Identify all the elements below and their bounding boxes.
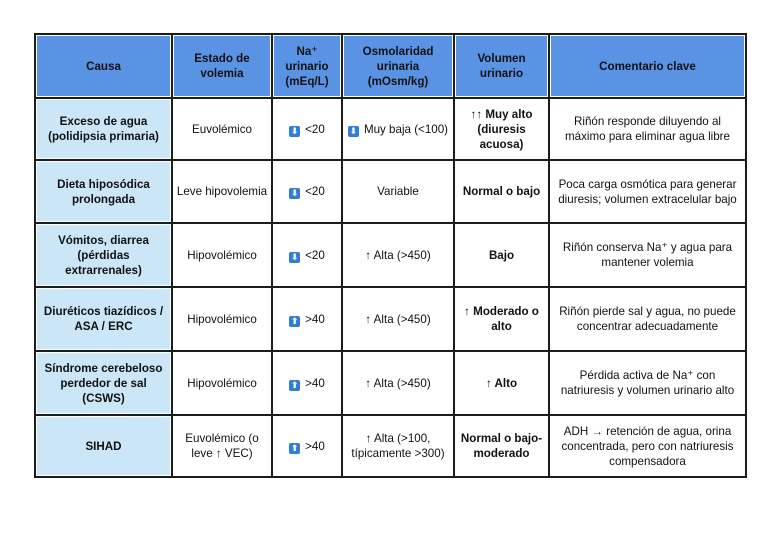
header-osm: Osmolaridad urinaria (mOsm/kg)	[343, 35, 455, 99]
cell-causa-text: Vómitos, diarrea (pérdidas extrarrenales)	[58, 233, 149, 277]
cell-estado	[173, 161, 273, 224]
cell-vol-text: Normal o bajo	[462, 185, 541, 198]
cell-osm-text: Variable	[377, 185, 419, 198]
down-arrow-icon: ⬇	[290, 125, 299, 136]
cell-na	[273, 224, 343, 288]
cell-vol	[455, 352, 550, 416]
cell-estado-text: Hipovolémico	[187, 248, 257, 262]
cell-causa	[36, 288, 173, 352]
cell-com	[550, 288, 747, 352]
cell-causa	[36, 416, 173, 478]
header-com: Comentario clave	[550, 35, 747, 99]
cell-causa-text: Dieta hiposódica prolongada	[57, 177, 150, 206]
cell-na	[273, 288, 343, 352]
header-vol: Volumen urinario	[455, 35, 550, 99]
cell-estado-text: Euvolémico	[192, 122, 252, 136]
down-arrow-icon: ⬇	[349, 125, 358, 136]
cell-osm	[343, 161, 455, 224]
header-row	[36, 35, 747, 99]
cell-na-text: >40	[305, 376, 325, 390]
table-row	[36, 224, 747, 288]
cell-vol-text: Bajo	[488, 248, 515, 262]
cell-osm	[343, 224, 455, 288]
cell-com-text: Riñón pierde sal y agua, no puede concentrar adecuadamente	[559, 305, 736, 333]
cell-osm	[343, 99, 455, 161]
cell-com-text: Riñón conserva Na⁺ y agua para mantener volemia	[562, 241, 733, 269]
cell-vol-text: ↑ Alto	[485, 376, 518, 390]
down-arrow-icon: ⬇	[290, 251, 299, 262]
up-arrow-icon: ⬆	[290, 442, 299, 453]
cell-com	[550, 99, 747, 161]
cell-osm	[343, 288, 455, 352]
cell-estado-text: Hipovolémico	[187, 376, 257, 390]
cell-na-text: <20	[305, 248, 325, 262]
cell-causa-text: Diuréticos tiazídicos / ASA / ERC	[43, 305, 164, 333]
header-estado: Estado de volemia	[173, 35, 273, 99]
cell-osm-text: ↑ Alta (>450)	[365, 312, 431, 326]
cell-vol	[455, 224, 550, 288]
cell-na	[273, 416, 343, 478]
cell-vol-text: ↑ Moderado o alto	[464, 305, 539, 333]
table-row	[36, 99, 747, 161]
cell-vol	[455, 288, 550, 352]
cell-vol-text: Normal o bajo-moderado	[460, 432, 543, 460]
cell-na-text: <20	[305, 185, 325, 198]
cell-vol	[455, 99, 550, 161]
cell-estado-text: Leve hipovolemia	[176, 185, 268, 198]
header-causa: Causa	[36, 35, 173, 99]
cell-com	[550, 161, 747, 224]
up-arrow-icon: ⬆	[290, 315, 299, 326]
cell-com	[550, 224, 747, 288]
cell-causa	[36, 352, 173, 416]
cell-com-text: Poca carga osmótica para generar diuresis; volumen extracelular bajo	[558, 177, 737, 206]
cell-causa	[36, 99, 173, 161]
cell-vol-text: ↑↑ Muy alto (diuresis acuosa)	[470, 107, 533, 151]
cell-osm	[343, 352, 455, 416]
cell-estado-text: Hipovolémico	[187, 312, 257, 326]
cell-estado	[173, 352, 273, 416]
header-na: Na⁺ urinario (mEq/L)	[273, 35, 343, 99]
up-arrow-icon: ⬆	[290, 379, 299, 390]
cell-na-text: <20	[305, 122, 325, 136]
cell-causa	[36, 224, 173, 288]
cell-estado	[173, 99, 273, 161]
hyponatremia-causes-table	[34, 33, 747, 478]
cell-na	[273, 161, 343, 224]
cell-na	[273, 352, 343, 416]
table-row	[36, 161, 747, 224]
cell-causa-text: Síndrome cerebeloso perdedor de sal (CSWS)	[44, 361, 163, 405]
cell-com-text: Riñón responde diluyendo al máximo para eliminar agua libre	[565, 115, 730, 143]
cell-na-text: >40	[305, 439, 325, 453]
cell-com	[550, 416, 747, 478]
cell-vol	[455, 161, 550, 224]
table-container	[34, 33, 747, 478]
cell-vol	[455, 416, 550, 478]
cell-osm-text: ↑ Alta (>450)	[365, 248, 431, 262]
down-arrow-icon: ⬇	[290, 188, 299, 198]
cell-com-text: ADH → retención de agua, orina concentrada, pero con natriuresis compensadora	[561, 424, 734, 468]
cell-com	[550, 352, 747, 416]
table-row	[36, 416, 747, 478]
cell-causa	[36, 161, 173, 224]
cell-com-text: Pérdida activa de Na⁺ con natriuresis y volumen urinario alto	[560, 369, 735, 397]
cell-osm	[343, 416, 455, 478]
cell-na-text: >40	[305, 312, 325, 326]
cell-osm-text: Muy baja (<100)	[363, 122, 449, 136]
cell-osm-text: ↑ Alta (>450)	[365, 376, 431, 390]
cell-estado	[173, 288, 273, 352]
cell-causa-text: Exceso de agua (polidipsia primaria)	[48, 115, 159, 143]
cell-estado	[173, 224, 273, 288]
table-row	[36, 288, 747, 352]
table-row	[36, 352, 747, 416]
cell-na	[273, 99, 343, 161]
cell-causa-text: SIHAD	[85, 439, 122, 453]
cell-osm-text: ↑ Alta (>100, típicamente >300)	[351, 432, 445, 460]
cell-estado	[173, 416, 273, 478]
cell-estado-text: Euvolémico (o leve ↑ VEC)	[185, 432, 259, 460]
